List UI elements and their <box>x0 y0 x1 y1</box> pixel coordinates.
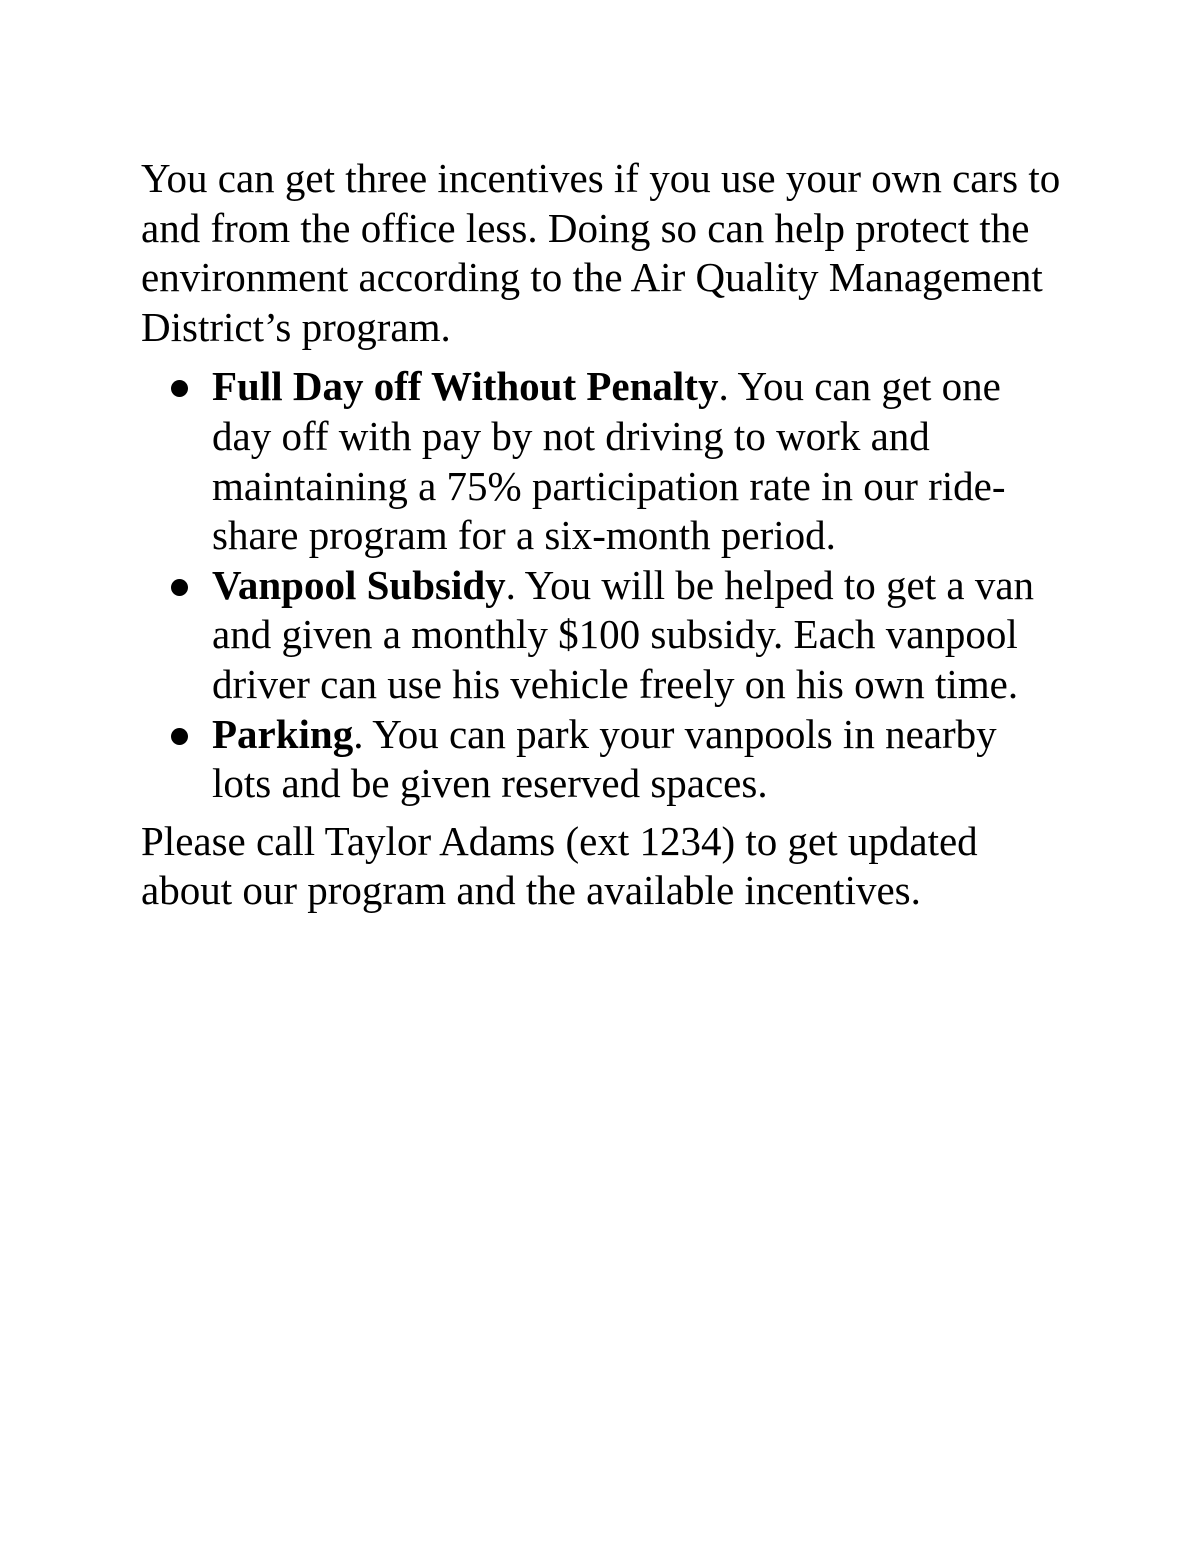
bullet-icon <box>171 728 188 745</box>
closing-paragraph: Please call Taylor Adams (ext 1234) to get updated about our program and the available incentives. <box>141 817 978 914</box>
document-body <box>141 154 1061 916</box>
incentive-term: Parking <box>212 710 354 757</box>
incentive-description: . You can get one day off with pay by not driving to work and maintaining a 75% participation rate in our ride-share program for a six-month period. <box>212 363 1006 559</box>
intro-paragraph: You can get three incentives if you use your own cars to and from the office less. Doing so can help protect the environment according to the Air Quality Management District’s program. <box>141 155 1061 350</box>
incentive-term: Vanpool Subsidy <box>212 561 506 608</box>
incentive-term: Full Day off Without Penalty <box>212 363 719 410</box>
bullet-icon <box>171 380 188 397</box>
list-item <box>141 710 1061 809</box>
bullet-icon <box>171 579 188 596</box>
incentive-description: . You will be helped to get a van and given a monthly $100 subsidy. Each vanpool driver can use his vehicle freely on his own time. <box>212 561 1035 707</box>
list-item <box>141 362 1061 560</box>
incentive-description: . You can park your vanpools in nearby lots and be given reserved spaces. <box>212 710 997 807</box>
list-item <box>141 561 1061 710</box>
incentive-list <box>141 362 1061 808</box>
